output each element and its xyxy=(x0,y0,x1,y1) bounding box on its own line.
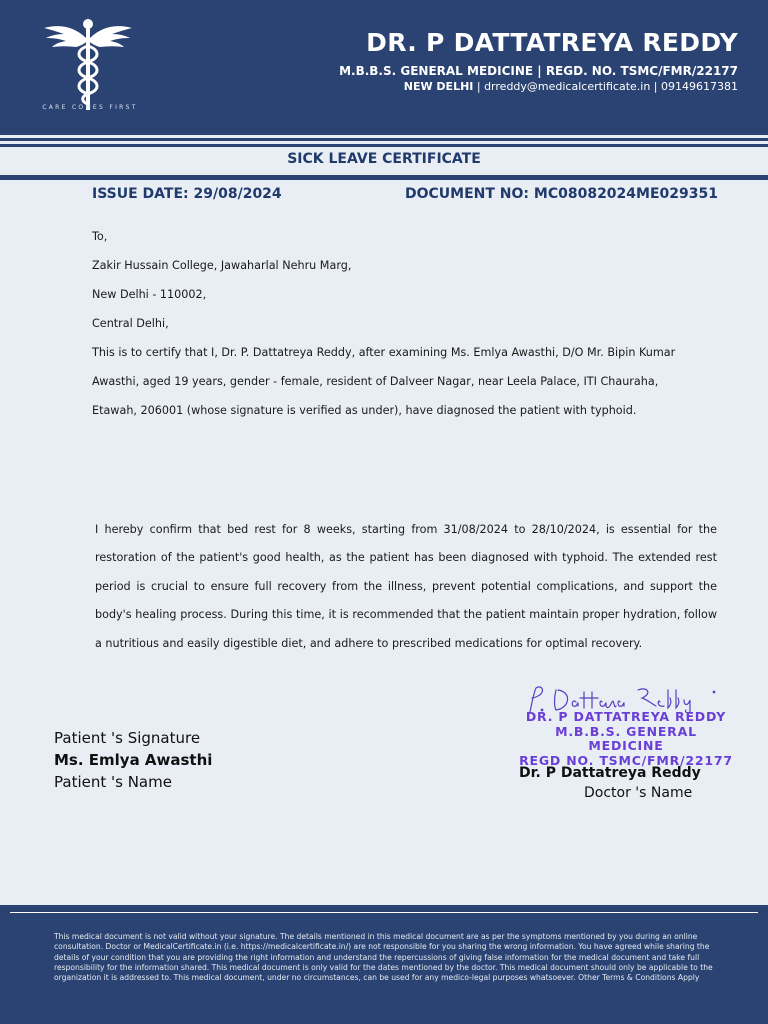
certificate-title: SICK LEAVE CERTIFICATE xyxy=(287,151,481,167)
certification-text-line: Etawah, 206001 (whose signature is verified as under), have diagnosed the patient with typhoid. xyxy=(92,404,637,417)
salutation: To, xyxy=(92,230,108,243)
doctor-signature-name: Dr. P Dattatreya Reddy xyxy=(519,765,701,781)
doctor-qualification: M.B.B.S. GENERAL MEDICINE | REGD. NO. TSMC/FMR/22177 xyxy=(339,64,738,78)
divider-stripe xyxy=(0,175,768,180)
patient-name: Ms. Emlya Awasthi xyxy=(54,751,213,769)
certification-text-line: Awasthi, aged 19 years, gender - female, resident of Dalveer Nagar, near Leela Palace, ITI Chauraha, xyxy=(92,375,659,388)
divider-stripe xyxy=(0,144,768,147)
doctor-city: NEW DELHI xyxy=(403,80,474,93)
doctor-stamp xyxy=(516,710,736,768)
divider-stripe xyxy=(0,138,768,141)
bed-rest-paragraph: I hereby confirm that bed rest for 8 weeks, starting from 31/08/2024 to 28/10/2024, is essential for the restoration of the patient's good health, as the patient has been diagnosed with typhoid. The extended rest period is crucial to ensure full recovery from the illness, prevent potential complications, and support the body's healing process. During this time, it is recommended that the patient maintain proper hydration, follow a nutritious and easily digestible diet, and adhere to prescribed medications for optimal recovery. xyxy=(95,523,717,650)
doctor-contact: drreddy@medicalcertificate.in | 09149617381 xyxy=(484,80,738,93)
certification-text-line: This is to certify that I, Dr. P. Dattatreya Reddy, after examining Ms. Emlya Awasthi, D/O Mr. Bipin Kumar xyxy=(92,346,676,359)
letterhead-header xyxy=(0,0,768,135)
logo-tagline: CARE COMES FIRST xyxy=(42,104,138,111)
address-line: Zakir Hussain College, Jawaharlal Nehru Marg, xyxy=(92,259,352,272)
doctor-name-heading: DR. P DATTATREYA REDDY xyxy=(366,28,738,57)
address-line: New Delhi - 110002, xyxy=(92,288,207,301)
contact-separator: | xyxy=(473,80,485,93)
caduceus-icon xyxy=(38,16,138,112)
doctor-contact-line xyxy=(404,80,738,93)
address-line: Central Delhi, xyxy=(92,317,169,330)
stamp-line: DR. P DATTATREYA REDDY xyxy=(525,709,727,724)
footer-divider xyxy=(10,912,758,913)
patient-signature-label: Patient 's Signature xyxy=(54,729,201,747)
stamp-line: M.B.B.S. GENERAL MEDICINE xyxy=(555,723,697,753)
stamp-line: REGD NO. TSMC/FMR/22177 xyxy=(519,752,733,768)
issue-date: ISSUE DATE: 29/08/2024 xyxy=(92,186,282,202)
patient-name-label: Patient 's Name xyxy=(54,773,172,791)
document-number: DOCUMENT NO: MC08082024ME029351 xyxy=(405,186,718,202)
footer-disclaimer: This medical document is not valid without your signature. The details mentioned in this medical document are as per the symptoms mentioned by you during an online consultation. Doctor or MedicalCertificate.in (i.e. https://medicalcertificate.in/) are not responsible for you sharing the wrong information. You have agreed while sharing the details of your condition that you are providing the right information and understand the repercussions of giving false information for the medical document and take full responsibility for the information shared. This medical document is only valid for the dates mentioned by the doctor. This medical document should only be applicable to the organization it is addressed to. This medical document, under no circumstances, can be used for any medico-legal purposes whatsoever. Other Terms & Conditions Apply xyxy=(54,932,713,983)
doctor-name-label: Doctor 's Name xyxy=(584,785,693,801)
